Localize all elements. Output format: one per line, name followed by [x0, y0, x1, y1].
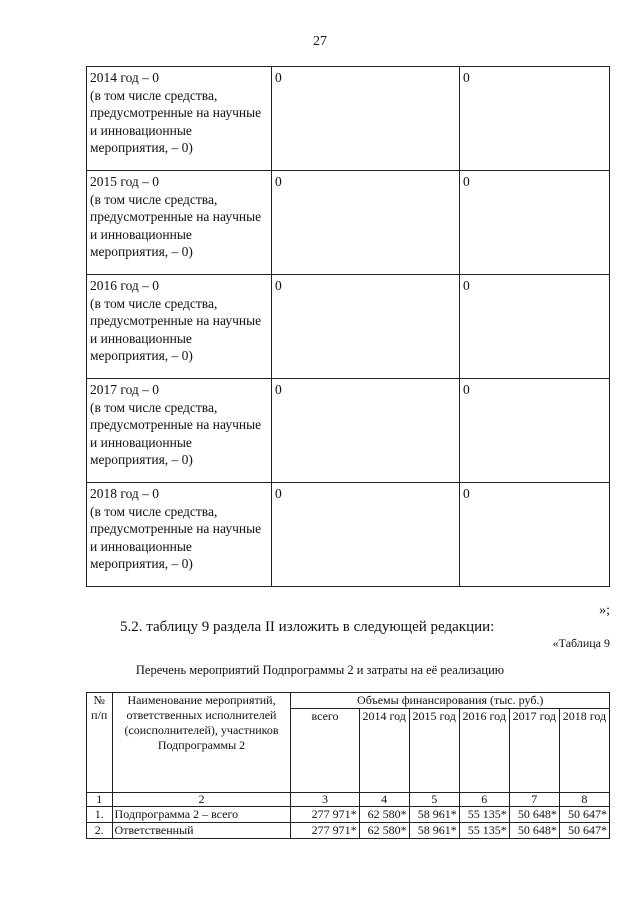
row-2015: 58 961* — [409, 807, 459, 823]
funding-value-cell: 0 — [460, 275, 610, 379]
table-title: Перечень мероприятий Подпрограммы 2 и затраты на её реализацию — [135, 663, 505, 677]
header-year: 2014 год — [359, 709, 409, 793]
index-cell: 1 — [87, 793, 113, 807]
funding-year-detail: (в том числе средства, предусмотренные на научные и инновационные мероприятия, – 0) — [90, 295, 262, 364]
funding-row — [87, 379, 610, 483]
index-cell: 7 — [509, 793, 559, 807]
funding-year-label: 2016 год – 0 — [90, 278, 160, 293]
funding-year-label: 2017 год – 0 — [90, 382, 160, 397]
index-cell: 3 — [291, 793, 359, 807]
row-total: 277 971* — [291, 823, 359, 839]
funding-year-detail: (в том числе средства, предусмотренные на научные и инновационные мероприятия, – 0) — [90, 191, 262, 260]
row-2017: 50 648* — [509, 807, 559, 823]
row-total: 277 971* — [291, 807, 359, 823]
row-2015: 58 961* — [409, 823, 459, 839]
row-2018: 50 647* — [559, 823, 609, 839]
row-2016: 55 135* — [459, 807, 509, 823]
funding-row — [87, 67, 610, 171]
header-num: № п/п — [87, 693, 113, 793]
funding-value-cell: 0 — [272, 275, 460, 379]
funding-value-cell: 0 — [460, 379, 610, 483]
row-2014: 62 580* — [359, 823, 409, 839]
funding-year-label: 2014 год – 0 — [90, 70, 160, 85]
funding-row — [87, 275, 610, 379]
table-label: «Таблица 9 — [552, 636, 610, 650]
funding-row — [87, 171, 610, 275]
row-name: Подпрограмма 2 – всего — [112, 807, 291, 823]
index-cell: 5 — [409, 793, 459, 807]
index-cell: 4 — [359, 793, 409, 807]
funding-year-cell — [87, 379, 272, 483]
funding-year-detail: (в том числе средства, предусмотренные на научные и инновационные мероприятия, – 0) — [90, 399, 262, 468]
page-number: 27 — [313, 34, 327, 49]
funding-year-cell — [87, 483, 272, 587]
row-num: 2. — [87, 823, 113, 839]
closing-quote-mark: »; — [599, 603, 610, 618]
header-funding: Объемы финансирования (тыс. руб.) — [291, 693, 610, 709]
index-cell: 2 — [112, 793, 291, 807]
funding-year-cell — [87, 275, 272, 379]
funding-value-cell: 0 — [272, 171, 460, 275]
funding-table-body — [87, 67, 610, 587]
funding-value-cell: 0 — [272, 379, 460, 483]
funding-year-detail: (в том числе средства, предусмотренные на научные и инновационные мероприятия, – 0) — [90, 503, 262, 572]
header-total: всего — [291, 709, 359, 793]
row-2014: 62 580* — [359, 807, 409, 823]
column-index-row — [87, 793, 610, 807]
table-row — [87, 807, 610, 823]
header-year: 2015 год — [409, 709, 459, 793]
header-row-top — [87, 693, 610, 709]
row-num: 1. — [87, 807, 113, 823]
funding-year-label: 2015 год – 0 — [90, 174, 160, 189]
table-row — [87, 823, 610, 839]
index-cell: 6 — [459, 793, 509, 807]
header-year: 2018 год — [559, 709, 609, 793]
header-year: 2016 год — [459, 709, 509, 793]
activities-table — [86, 692, 610, 839]
funding-value-cell: 0 — [272, 67, 460, 171]
funding-year-label: 2018 год – 0 — [90, 486, 160, 501]
funding-value-cell: 0 — [460, 67, 610, 171]
index-cell: 8 — [559, 793, 609, 807]
funding-value-cell: 0 — [460, 483, 610, 587]
funding-table — [86, 66, 610, 587]
amendment-instruction: 5.2. таблицу 9 раздела II изложить в следующей редакции: — [120, 619, 495, 635]
header-name: Наименование мероприятий, ответственных исполнителей (соисполнителей), участников Подпрограммы 2 — [112, 693, 291, 793]
funding-year-cell — [87, 67, 272, 171]
funding-year-cell — [87, 171, 272, 275]
funding-value-cell: 0 — [272, 483, 460, 587]
funding-row — [87, 483, 610, 587]
row-2017: 50 648* — [509, 823, 559, 839]
row-name: Ответственный — [112, 823, 291, 839]
header-year: 2017 год — [509, 709, 559, 793]
row-2016: 55 135* — [459, 823, 509, 839]
funding-value-cell: 0 — [460, 171, 610, 275]
row-2018: 50 647* — [559, 807, 609, 823]
funding-year-detail: (в том числе средства, предусмотренные на научные и инновационные мероприятия, – 0) — [90, 87, 262, 156]
